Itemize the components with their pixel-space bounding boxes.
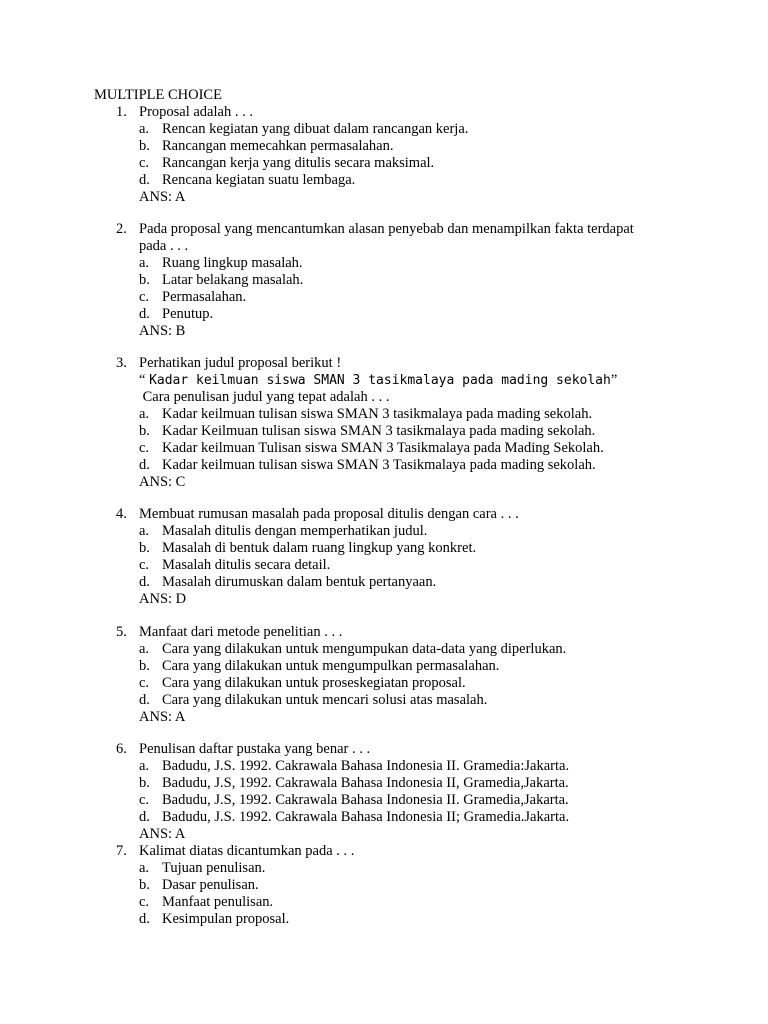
option-b: b. Masalah di bentuk dalam ruang lingkup yang konkret. [139,540,477,556]
question-2 [116,221,676,340]
page-title: MULTIPLE CHOICE [94,87,222,103]
option-b: b. Rancangan memecahkan permasalahan. [139,138,394,154]
question-1 [116,104,676,206]
question-text-continued: pada . . . [139,238,189,254]
question-6 [116,741,676,843]
question-text: Manfaat dari metode penelitian . . . [139,624,343,640]
question-text: Membuat rumusan masalah pada proposal ditulis dengan cara . . . [139,506,519,522]
answer: ANS: B [139,323,186,339]
option-d: d. Masalah dirumuskan dalam bentuk pertanyaan. [139,574,437,590]
option-c: c. Kadar keilmuan Tulisan siswa SMAN 3 Tasikmalaya pada Mading Sekolah. [139,440,604,456]
option-d: d. Badudu, J.S. 1992. Cakrawala Bahasa Indonesia II; Gramedia.Jakarta. [139,809,570,825]
question-7 [116,843,676,928]
question-5 [116,624,676,726]
question-number: 6. [116,741,127,757]
option-a: a. Ruang lingkup masalah. [139,255,303,271]
quoted-title: “ Kadar keilmuan siswa SMAN 3 tasikmalaya pada mading sekolah ” [139,372,618,388]
option-b: b. Kadar Keilmuan tulisan siswa SMAN 3 tasikmalaya pada mading sekolah. [139,423,596,439]
option-d: d. Kesimpulan proposal. [139,911,290,927]
option-c: c. Badudu, J.S, 1992. Cakrawala Bahasa Indonesia II. Gramedia,Jakarta. [139,792,569,808]
option-c: c. Rancangan kerja yang ditulis secara maksimal. [139,155,435,171]
answer: ANS: C [139,474,186,490]
option-d: d. Kadar keilmuan tulisan siswa SMAN 3 Tasikmalaya pada mading sekolah. [139,457,596,473]
question-4 [116,506,676,608]
option-d: d. Penutup. [139,306,214,322]
question-prompt: Cara penulisan judul yang tepat adalah . . . [139,389,390,405]
option-b: b. Dasar penulisan. [139,877,259,893]
question-number: 5. [116,624,127,640]
option-a: a. Masalah ditulis dengan memperhatikan judul. [139,523,428,539]
question-text: Proposal adalah . . . [139,104,253,120]
option-c: c. Permasalahan. [139,289,247,305]
answer: ANS: D [139,591,187,607]
option-a: a. Rencan kegiatan yang dibuat dalam rancangan kerja. [139,121,469,137]
question-text: Perhatikan judul proposal berikut ! [139,355,342,371]
question-3 [116,355,676,491]
question-number: 1. [116,104,127,120]
option-c: c. Cara yang dilakukan untuk proseskegiatan proposal. [139,675,466,691]
question-text: Pada proposal yang mencantumkan alasan penyebab dan menampilkan fakta terdapat [139,221,634,237]
option-a: a. Tujuan penulisan. [139,860,266,876]
option-d: d. Cara yang dilakukan untuk mencari solusi atas masalah. [139,692,488,708]
question-text: Penulisan daftar pustaka yang benar . . . [139,741,371,757]
question-number: 2. [116,221,127,237]
answer: ANS: A [139,709,186,725]
answer: ANS: A [139,189,186,205]
question-number: 4. [116,506,127,522]
option-a: a. Badudu, J.S. 1992. Cakrawala Bahasa Indonesia II. Gramedia:Jakarta. [139,758,570,774]
question-number: 7. [116,843,127,859]
quoted-title-text: Kadar keilmuan siswa SMAN 3 tasikmalaya pada mading sekolah [149,373,611,388]
option-b: b. Badudu, J.S, 1992. Cakrawala Bahasa Indonesia II, Gramedia,Jakarta. [139,775,569,791]
answer: ANS: A [139,826,186,842]
question-number: 3. [116,355,127,371]
option-b: b. Latar belakang masalah. [139,272,304,288]
option-d: d. Rencana kegiatan suatu lembaga. [139,172,356,188]
option-c: c. Manfaat penulisan. [139,894,274,910]
option-c: c. Masalah ditulis secara detail. [139,557,331,573]
option-b: b. Cara yang dilakukan untuk mengumpulkan permasalahan. [139,658,500,674]
question-text: Kalimat diatas dicantumkan pada . . . [139,843,355,859]
option-a: a. Kadar keilmuan tulisan siswa SMAN 3 tasikmalaya pada mading sekolah. [139,406,593,422]
option-a: a. Cara yang dilakukan untuk mengumpukan data-data yang diperlukan. [139,641,567,657]
